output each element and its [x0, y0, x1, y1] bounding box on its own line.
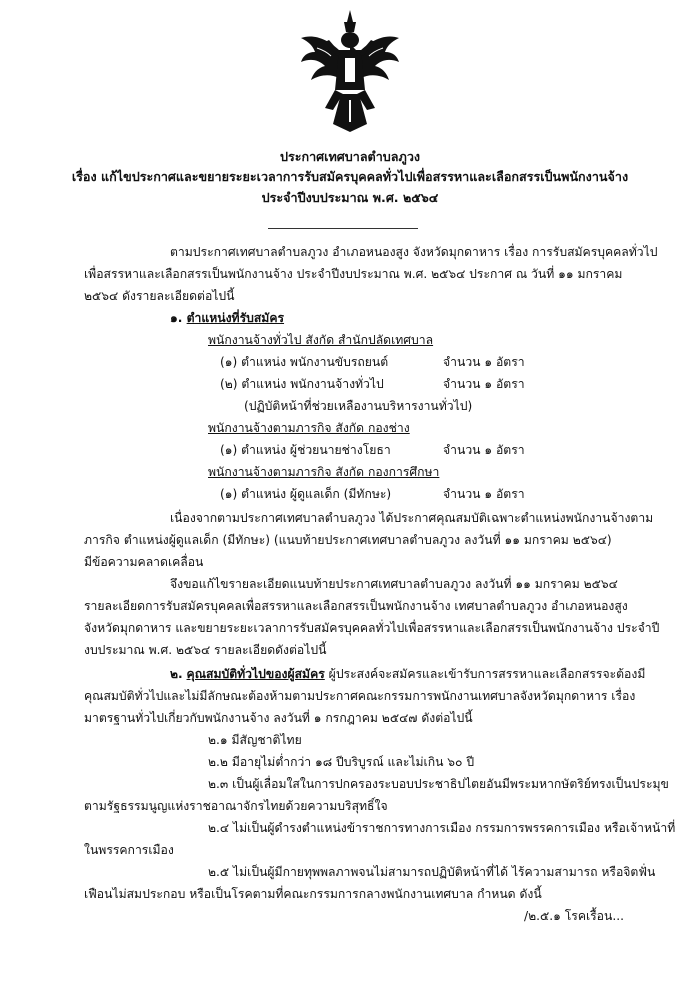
group-1-item-1-qty: จำนวน ๑ อัตรา	[443, 355, 525, 369]
title-divider	[268, 228, 418, 229]
para-2-line-1: เนื่องจากตามประกาศเทศบาลตำบลภูวง ได้ประกาศคุณสมบัติเฉพาะตำแหน่งพนักงานจ้างตาม	[170, 511, 654, 525]
announcement-title: ประกาศเทศบาลตำบลภูวง	[279, 149, 421, 164]
section-1-heading	[170, 310, 284, 326]
page-continuation: /๒.๕.๑ โรคเรื้อน...	[524, 909, 624, 923]
qualification-2-1: ๒.๑ มีสัญชาติไทย	[208, 733, 302, 747]
section-2-line-1: คุณสมบัติทั่วไปและไม่มีลักษณะต้องห้ามตามประกาศคณะกรรมการพนักงานเทศบาลจังหวัดมุกดาหาร เรื่อง	[84, 689, 636, 703]
intro-line-3: ๒๕๖๔ ดังรายละเอียดต่อไปนี้	[84, 289, 235, 303]
qualification-2-4-cont: ในพรรคการเมือง	[84, 843, 174, 857]
para-3-line-3: จังหวัดมุกดาหาร และขยายระยะเวลาการรับสมัครบุคคลทั่วไปเพื่อสรรหาและเลือกสรรเป็นพนักงานจ้าง ประจำปี	[84, 621, 660, 635]
section-1-number: ๑.	[170, 311, 183, 325]
qualification-2-3: ๒.๓ เป็นผู้เลื่อมใสในการปกครองระบอบประชาธิปไตยอันมีพระมหากษัตริย์ทรงเป็นประมุข	[208, 777, 669, 791]
section-2-title: คุณสมบัติทั่วไปของผู้สมัคร	[186, 667, 325, 681]
group-2-title: พนักงานจ้างตามภารกิจ สังกัด กองช่าง	[208, 421, 410, 435]
group-1-item-1: (๑) ตำแหน่ง พนักงานขับรถยนต์	[220, 355, 389, 369]
announcement-subject: เรื่อง แก้ไขประกาศและขยายระยะเวลาการรับสมัครบุคคลทั่วไปเพื่อสรรหาและเลือกสรรเป็นพนักงานจ้าง	[71, 169, 629, 184]
qualification-2-4: ๒.๔ ไม่เป็นผู้ดำรงตำแหน่งข้าราชการทางการเมือง กรรมการพรรคการเมือง หรือเจ้าหน้าที่	[208, 821, 676, 835]
garuda-emblem-icon	[297, 8, 403, 136]
section-2-lead: ผู้ประสงค์จะสมัครและเข้ารับการสรรหาและเลือกสรรจะต้องมี	[328, 667, 646, 681]
para-2-line-3: มีข้อความคลาดเคลื่อน	[84, 555, 204, 569]
group-2-item-1: (๑) ตำแหน่ง ผู้ช่วยนายช่างโยธา	[220, 443, 391, 457]
section-2-number: ๒.	[170, 667, 183, 681]
budget-year-line: ประจำปีงบประมาณ พ.ศ. ๒๕๖๔	[261, 190, 439, 205]
section-1-title: ตำแหน่งที่รับสมัคร	[186, 311, 285, 325]
group-2-item-1-qty: จำนวน ๑ อัตรา	[443, 443, 525, 457]
group-1-item-2: (๒) ตำแหน่ง พนักงานจ้างทั่วไป	[220, 377, 384, 391]
qualification-2-5-cont: เฟือนไม่สมประกอบ หรือเป็นโรคตามที่คณะกรรมการกลางพนักงานเทศบาล กำหนด ดังนี้	[84, 887, 542, 901]
qualification-2-5: ๒.๕ ไม่เป็นผู้มีกายทุพพลภาพจนไม่สามารถปฏิบัติหน้าที่ได้ ไร้ความสามารถ หรือจิตฟั่น	[208, 865, 656, 879]
group-3-item-1: (๑) ตำแหน่ง ผู้ดูแลเด็ก (มีทักษะ)	[220, 487, 392, 501]
qualification-2-2: ๒.๒ มีอายุไม่ต่ำกว่า ๑๘ ปีบริบูรณ์ และไม่เกิน ๖๐ ปี	[208, 755, 475, 769]
intro-line-1: ตามประกาศเทศบาลตำบลภูวง อำเภอหนองสูง จังหวัดมุกดาหาร เรื่อง การรับสมัครบุคคลทั่วไป	[170, 245, 658, 259]
para-3-line-1: จึงขอแก้ไขรายละเอียดแนบท้ายประกาศเทศบาลตำบลภูวง ลงวันที่ ๑๑ มกราคม ๒๕๖๔	[170, 577, 618, 591]
qualification-2-3-cont: ตามรัฐธรรมนูญแห่งราชอาณาจักรไทยด้วยความบริสุทธิ์ใจ	[84, 799, 388, 813]
group-1-note: (ปฏิบัติหน้าที่ช่วยเหลืองานบริหารงานทั่วไป)	[244, 399, 473, 413]
group-3-title: พนักงานจ้างตามภารกิจ สังกัด กองการศึกษา	[208, 465, 440, 479]
group-1-title: พนักงานจ้างทั่วไป สังกัด สำนักปลัดเทศบาล	[208, 333, 434, 347]
intro-line-2: เพื่อสรรหาและเลือกสรรเป็นพนักงานจ้าง ประจำปีงบประมาณ พ.ศ. ๒๕๖๔ ประกาศ ณ วันที่ ๑๑ มกราคม	[84, 267, 623, 281]
section-2-heading	[170, 666, 645, 682]
group-3-item-1-qty: จำนวน ๑ อัตรา	[443, 487, 525, 501]
section-2-line-2: มาตรฐานทั่วไปเกี่ยวกับพนักงานจ้าง ลงวันที่ ๑ กรกฎาคม ๒๕๔๗ ดังต่อไปนี้	[84, 711, 473, 725]
group-1-item-2-qty: จำนวน ๑ อัตรา	[443, 377, 525, 391]
para-3-line-2: รายละเอียดการรับสมัครบุคคลเพื่อสรรหาและเลือกสรรเป็นพนักงานจ้าง เทศบาลตำบลภูวง อำเภอหนองสูง	[84, 599, 628, 613]
para-3-line-4: งบประมาณ พ.ศ. ๒๕๖๔ รายละเอียดดังต่อไปนี้	[84, 643, 327, 657]
para-2-line-2: ภารกิจ ตำแหน่งผู้ดูแลเด็ก (มีทักษะ) (แนบท้ายประกาศเทศบาลตำบลภูวง ลงวันที่ ๑๑ มกราคม ๒๕๖๔)	[84, 533, 612, 547]
